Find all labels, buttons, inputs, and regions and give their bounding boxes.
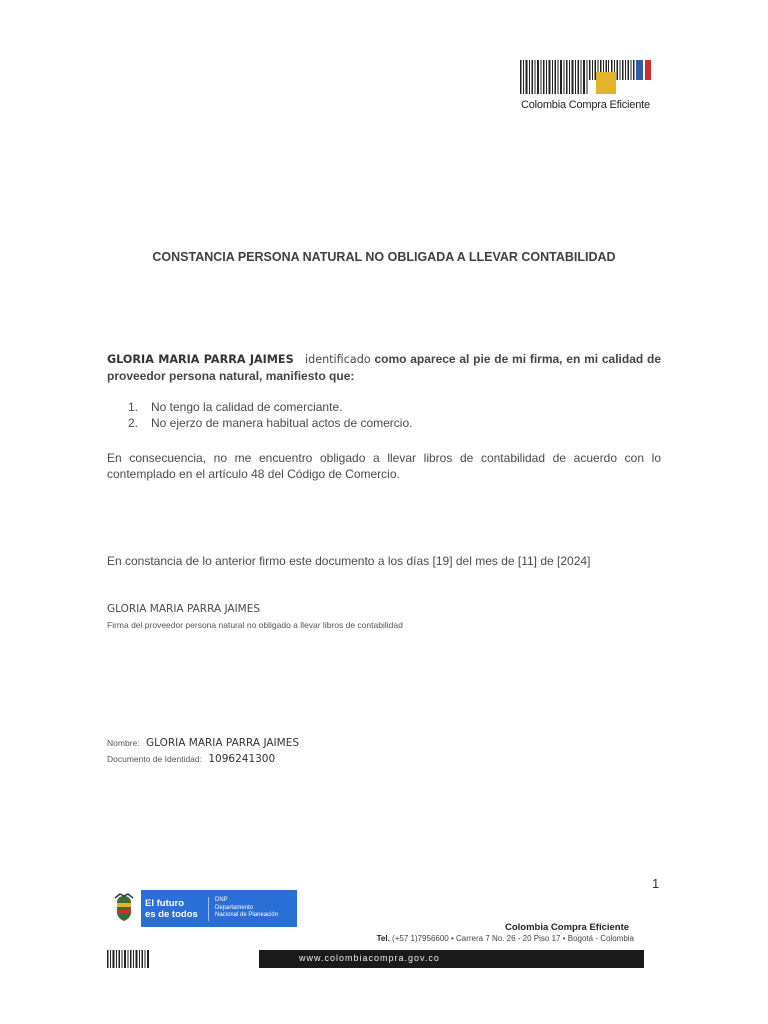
- gov-slogan: [145, 898, 198, 920]
- dnp-line1: DNP: [215, 897, 228, 903]
- nombre-label: Nombre:: [107, 738, 140, 748]
- crest-container: [107, 890, 141, 927]
- nombre-field: [107, 737, 299, 749]
- gov-slogan-line2: es de todos: [145, 909, 198, 920]
- footer-org-name: Colombia Compra Eficiente: [505, 922, 630, 933]
- list-item: [128, 399, 412, 415]
- colombia-crest-icon: [107, 890, 141, 927]
- list-item-number: 2.: [128, 416, 139, 430]
- banner-divider: [208, 897, 209, 921]
- nombre-value: GLORIA MARIA PARRA JAIMES: [145, 737, 299, 749]
- declarations-list: [128, 399, 412, 431]
- documento-field: [107, 753, 275, 765]
- barcode-logo-icon: [520, 58, 660, 98]
- gov-banner: [107, 890, 297, 927]
- intro-rest: como aparece al pie de mi firma, en mi calidad de proveedor persona natural, manifiesto que:: [107, 352, 661, 383]
- footer-barcode-icon: [107, 950, 151, 968]
- colombia-compra-logo: [520, 58, 660, 114]
- footer-bar: [107, 950, 644, 968]
- footer-url: www.colombiacompra.gov.co: [299, 953, 440, 963]
- provider-name: GLORIA MARIA PARRA JAIMES: [107, 353, 294, 366]
- tel-label: Tel.: [376, 934, 390, 943]
- list-item-text: No tengo la calidad de comerciante.: [151, 400, 343, 414]
- dnp-line2: Departamento: [215, 904, 254, 911]
- dnp-line3: Nacional de Planeación: [215, 912, 279, 918]
- signature-caption: Firma del proveedor persona natural no obligado a llevar libros de contabilidad: [107, 620, 403, 630]
- signer-name: GLORIA MARIA PARRA JAIMES: [107, 603, 261, 615]
- gov-slogan-line1: El futuro: [145, 898, 185, 909]
- identified-text: identificado: [304, 353, 371, 366]
- page-number: 1: [652, 876, 660, 891]
- list-item: [128, 415, 412, 431]
- footer-address: [377, 934, 634, 943]
- consequence-paragraph: En consecuencia, no me encuentro obligado a llevar libros de contabilidad de acuerdo con lo contemplado en el artículo 48 del Código de Comercio.: [107, 451, 661, 481]
- logo-text: Colombia Compra Eficiente: [521, 99, 650, 111]
- list-item-text: No ejerzo de manera habitual actos de comercio.: [151, 416, 413, 430]
- list-item-number: 1.: [128, 400, 139, 414]
- dnp-text: [215, 897, 278, 920]
- address-text: (+57 1)7956600 • Carrera 7 No. 26 - 20 Piso 17 • Bogotá - Colombia: [392, 934, 634, 943]
- document-title: CONSTANCIA PERSONA NATURAL NO OBLIGADA A LLEVAR CONTABILIDAD: [152, 250, 616, 264]
- intro-paragraph: [107, 351, 661, 384]
- constancia-paragraph: En constancia de lo anterior firmo este documento a los días [19] del mes de [11] de [2024]: [107, 554, 591, 568]
- documento-label: Documento de Identidad:: [107, 754, 202, 764]
- documento-value: 1096241300: [208, 753, 276, 765]
